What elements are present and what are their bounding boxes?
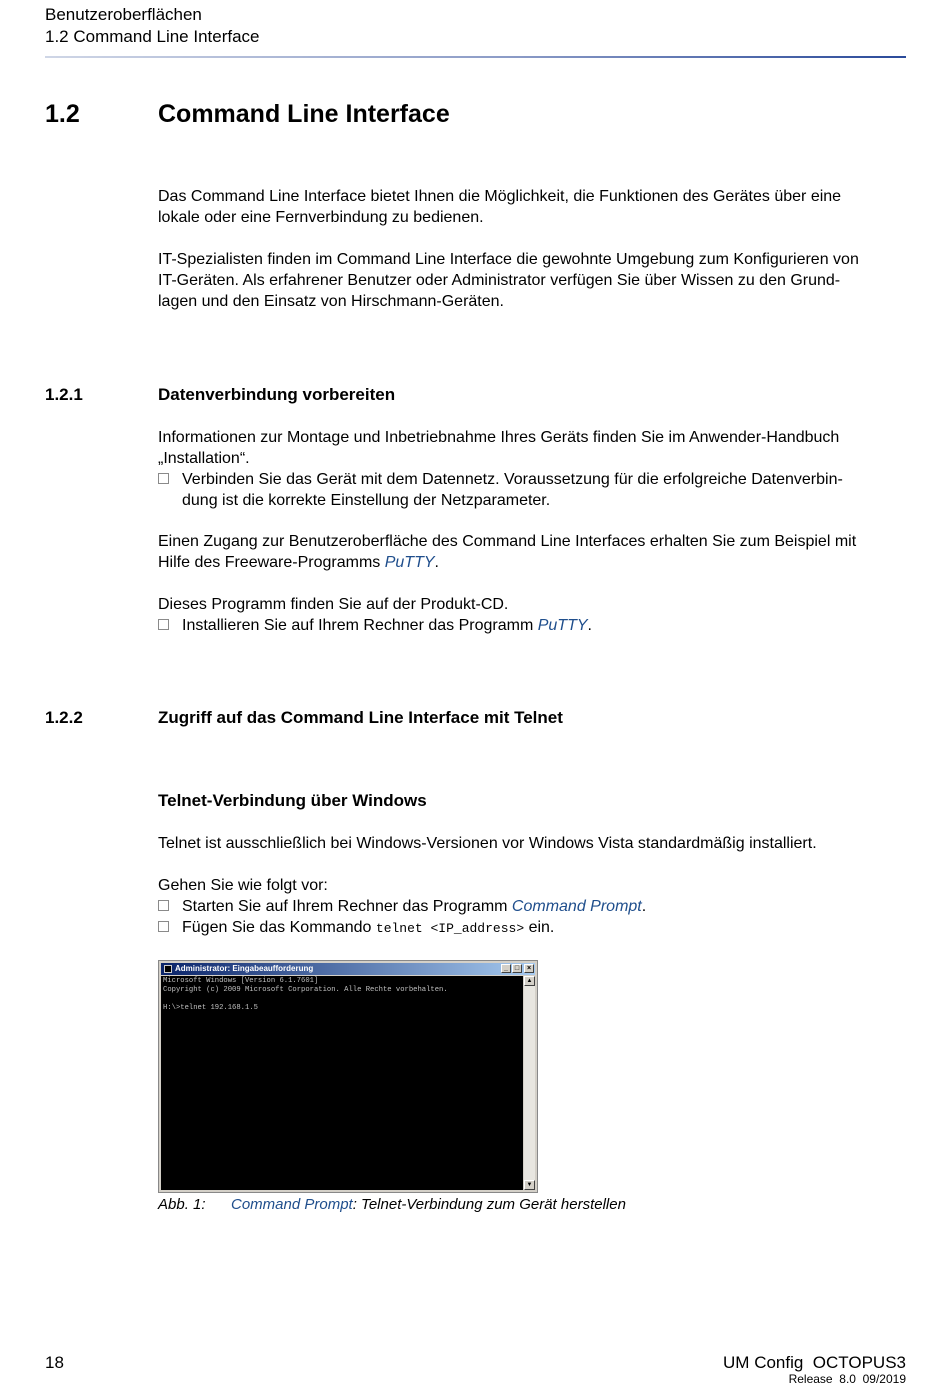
command-prompt-screenshot (158, 960, 538, 1193)
paragraph-telnet-info: Telnet ist ausschließlich bei Windows-Versionen vor Windows Vista standardmäßig installiert. (158, 835, 817, 852)
text-line: Verbinden Sie das Gerät mit dem Datennetz. Voraussetzung für die erfolgreiche Datenverbin- (182, 471, 843, 488)
minimize-icon: _ (501, 964, 511, 973)
paragraph-procedure: Gehen Sie wie folgt vor: (158, 877, 328, 894)
text-line: lagen und den Einsatz von Hirschmann-Geräten. (158, 293, 504, 310)
paragraph-product-cd: Dieses Programm finden Sie auf der Produkt-CD. (158, 596, 509, 613)
footer-doc-title: UM Config OCTOPUS3 (723, 1353, 906, 1372)
window-title: Administrator: Eingabeaufforderung (175, 964, 314, 973)
paragraph-installation (158, 427, 908, 469)
telnet-command-code: telnet <IP_address> (375, 921, 525, 936)
console-line: H:\>telnet 192.168.1.5 (163, 1004, 258, 1012)
text-segment: Fügen Sie das Kommando (182, 919, 376, 936)
instruction-bullet-telnet-command (158, 917, 908, 939)
instruction-bullet-connect (158, 469, 908, 511)
text-line: lokale oder eine Fernverbindung zu bedienen. (158, 209, 484, 226)
console-icon (164, 965, 172, 973)
instruction-bullet-install (158, 615, 908, 636)
console-scrollbar (524, 976, 535, 1190)
text-line: IT-Geräten. Als erfahrener Benutzer oder Administrator verfügen Sie über Wissen zu den Grund- (158, 272, 841, 289)
header-rule (45, 56, 906, 58)
console-line: Microsoft Windows [Version 6.1.7601] (163, 977, 319, 985)
caption-command-prompt-link[interactable]: Command Prompt (231, 1196, 353, 1213)
running-header-chapter: Benutzeroberflächen (45, 5, 202, 24)
page-number: 18 (45, 1353, 64, 1372)
maximize-icon: □ (512, 964, 522, 973)
console-line (163, 995, 521, 1004)
caption-text: : Telnet-Verbindung zum Gerät herstellen (352, 1196, 626, 1213)
subsection-number-1-2-1: 1.2.1 (45, 385, 83, 404)
scroll-down-icon: ▼ (524, 1180, 535, 1190)
text-line: Informationen zur Montage und Inbetriebnahme Ihres Geräts finden Sie im Anwender-Handbuch (158, 429, 840, 446)
console-line: Copyright (c) 2009 Microsoft Corporation. Alle Rechte vorbehalten. (163, 986, 448, 994)
putty-link[interactable]: PuTTY (537, 617, 588, 634)
figure-caption (158, 1195, 626, 1215)
running-header-section: 1.2 Command Line Interface (45, 27, 260, 46)
subheading-telnet-windows: Telnet-Verbindung über Windows (158, 791, 427, 810)
command-prompt-link[interactable]: Command Prompt (511, 898, 642, 915)
checkbox-bullet-icon (158, 473, 169, 484)
text-segment: Hilfe des Freeware-Programms (158, 554, 385, 571)
window-titlebar (161, 963, 535, 975)
text-line: Einen Zugang zur Benutzeroberfläche des Command Line Interfaces erhalten Sie zum Beispiel mit (158, 533, 857, 550)
figure-label: Abb. 1: (158, 1196, 206, 1213)
text-line: Das Command Line Interface bietet Ihnen die Möglichkeit, die Funktionen des Gerätes über eine (158, 188, 842, 205)
text-segment: . (587, 617, 592, 634)
instruction-bullet-start-prompt (158, 896, 908, 917)
text-segment: ein. (524, 919, 555, 936)
scroll-up-icon: ▲ (524, 976, 535, 986)
text-segment: . (641, 898, 647, 915)
section-number: 1.2 (45, 100, 80, 128)
subsection-number-1-2-2: 1.2.2 (45, 708, 83, 727)
text-line: „Installation“. (158, 450, 250, 467)
text-line: dung ist die korrekte Einstellung der Netzparameter. (182, 492, 551, 509)
putty-link[interactable]: PuTTY (384, 554, 435, 571)
subsection-title-1-2-1: Datenverbindung vorbereiten (158, 385, 396, 404)
text-line (158, 552, 908, 573)
paragraph-putty-access (158, 531, 908, 573)
text-line: IT-Spezialisten finden im Command Line Interface die gewohnte Umgebung zum Konfigurieren von (158, 251, 859, 268)
checkbox-bullet-icon (158, 921, 169, 932)
checkbox-bullet-icon (158, 619, 169, 630)
checkbox-bullet-icon (158, 900, 169, 911)
subsection-title-1-2-2: Zugriff auf das Command Line Interface mit Telnet (158, 708, 563, 727)
text-segment: Starten Sie auf Ihrem Rechner das Programm (182, 898, 512, 915)
close-icon: × (524, 964, 534, 973)
intro-paragraph-2 (158, 249, 908, 312)
intro-paragraph-1 (158, 186, 908, 228)
console-output (161, 976, 523, 1190)
text-segment: . (434, 554, 439, 571)
footer-release: Release 8.0 09/2019 (788, 1372, 906, 1386)
text-segment: Installieren Sie auf Ihrem Rechner das Programm (182, 617, 538, 634)
section-title: Command Line Interface (158, 100, 450, 128)
